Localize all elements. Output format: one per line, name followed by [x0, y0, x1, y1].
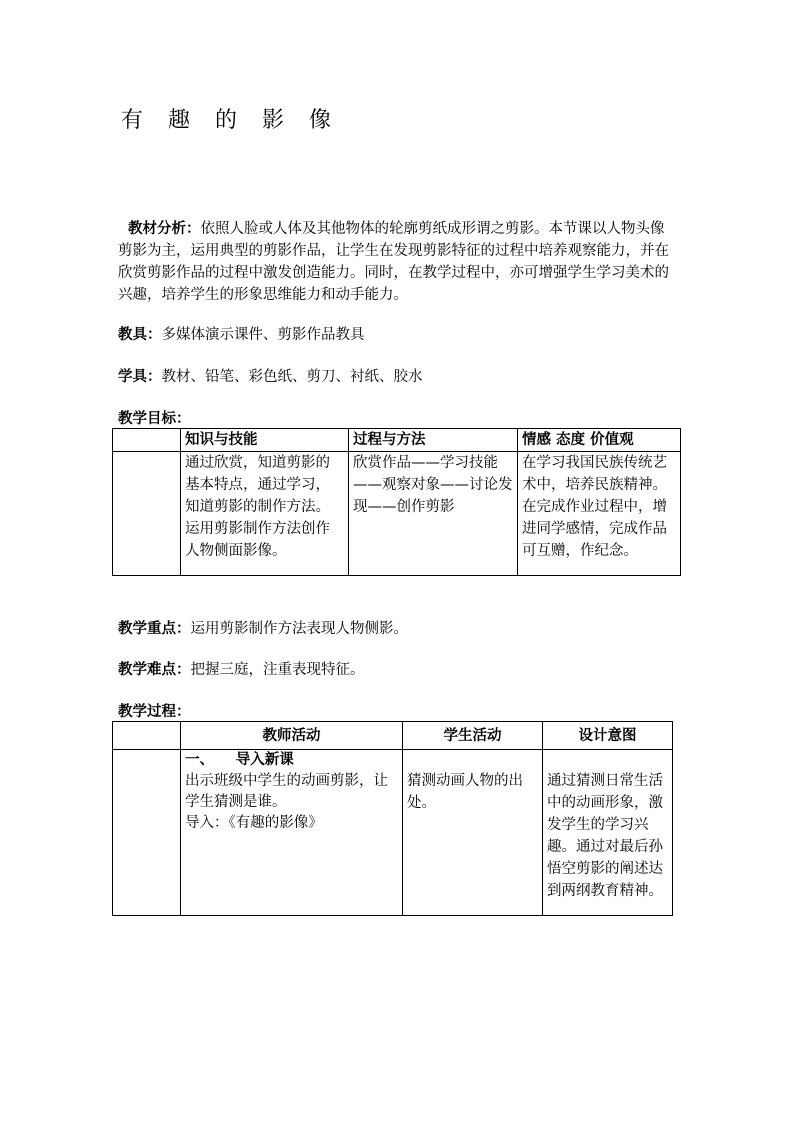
goals-header-attitude: 情感 态度 价值观 — [518, 429, 681, 452]
analysis-label: 教材分析： — [128, 221, 201, 237]
material-analysis — [118, 218, 678, 306]
student-aids-text: 教材、铅笔、彩色纸、剪刀、衬纸、胶水 — [161, 369, 423, 385]
goals-knowledge-cell: 通过欣赏，知道剪影的基本特点，通过学习，知道剪影的制作方法。运用剪影制作方法创作人物侧面影像。 — [181, 452, 349, 576]
teaching-aids-text: 多媒体演示课件、剪影作品教具 — [161, 327, 365, 343]
student-activity-text: 猜测动画人物的出处。 — [407, 773, 523, 811]
process-header-teacher: 教师活动 — [181, 722, 403, 750]
goals-process-cell: 欣赏作品——学习技能——观察对象——讨论发现——创作剪影 — [349, 452, 518, 576]
process-header-intent: 设计意图 — [543, 722, 673, 750]
goals-table — [112, 428, 681, 576]
teacher-activity-cell — [181, 750, 403, 916]
process-header-blank — [113, 722, 181, 750]
goals-content-row — [113, 452, 681, 576]
goals-attitude-cell: 在学习我国民族传统艺术中，培养民族精神。在完成作业过程中，增进同学感情，完成作品可互赠，作纪念。 — [518, 452, 681, 576]
key-point-text: 运用剪影制作方法表现人物侧影。 — [190, 621, 408, 637]
teaching-aids-label: 教具： — [118, 327, 162, 343]
goals-header-row — [113, 429, 681, 452]
process-table — [112, 721, 673, 916]
goals-header-blank — [113, 429, 181, 452]
analysis-text: 依照人脸或人体及其他物体的轮廓剪纸成形谓之剪影。本节课以人物头像剪影为主，运用典型的剪影作品，让学生在发现剪影特征的过程中培养观察能力，并在欣赏剪影作品的过程中激发创造能力。同时，在教学过程中，亦可增强学生学习美术的兴趣，培养学生的形象思维能力和动手能力。 — [118, 221, 669, 303]
page-title: 有 趣 的 影 像 — [121, 108, 340, 133]
goals-label: 教学目标： — [118, 411, 191, 427]
key-point — [118, 619, 408, 639]
process-label: 教学过程： — [118, 704, 191, 720]
goals-row-blank — [113, 452, 181, 576]
design-intent-cell — [543, 750, 673, 916]
difficulty-text: 把握三庭，注重表现特征。 — [190, 662, 365, 678]
process-content-row — [113, 750, 673, 916]
key-point-label: 教学重点： — [118, 621, 191, 637]
difficulty-label: 教学难点： — [118, 662, 191, 678]
process-header-student: 学生活动 — [403, 722, 543, 750]
teacher-activity-text: 出示班级中学生的动画剪影，让学生猜测是谁。 — [185, 773, 388, 810]
student-aids-label: 学具： — [118, 369, 162, 385]
section-title: 一、 导入新课 — [185, 752, 294, 768]
goals-header-knowledge: 知识与技能 — [181, 429, 349, 452]
student-activity-cell — [403, 750, 543, 916]
process-header-row — [113, 722, 673, 750]
student-aids — [118, 367, 423, 387]
design-intent-text: 通过猜测日常生活中的动画形象，激发学生的学习兴趣。通过对最后孙悟空剪影的阐述达到两纲教育精神。 — [547, 773, 663, 899]
process-row-blank — [113, 750, 181, 916]
difficulty — [118, 660, 365, 680]
intro-text: 导入：《有趣的影像》 — [185, 815, 323, 831]
teaching-aids — [118, 325, 365, 345]
goals-header-process: 过程与方法 — [349, 429, 518, 452]
